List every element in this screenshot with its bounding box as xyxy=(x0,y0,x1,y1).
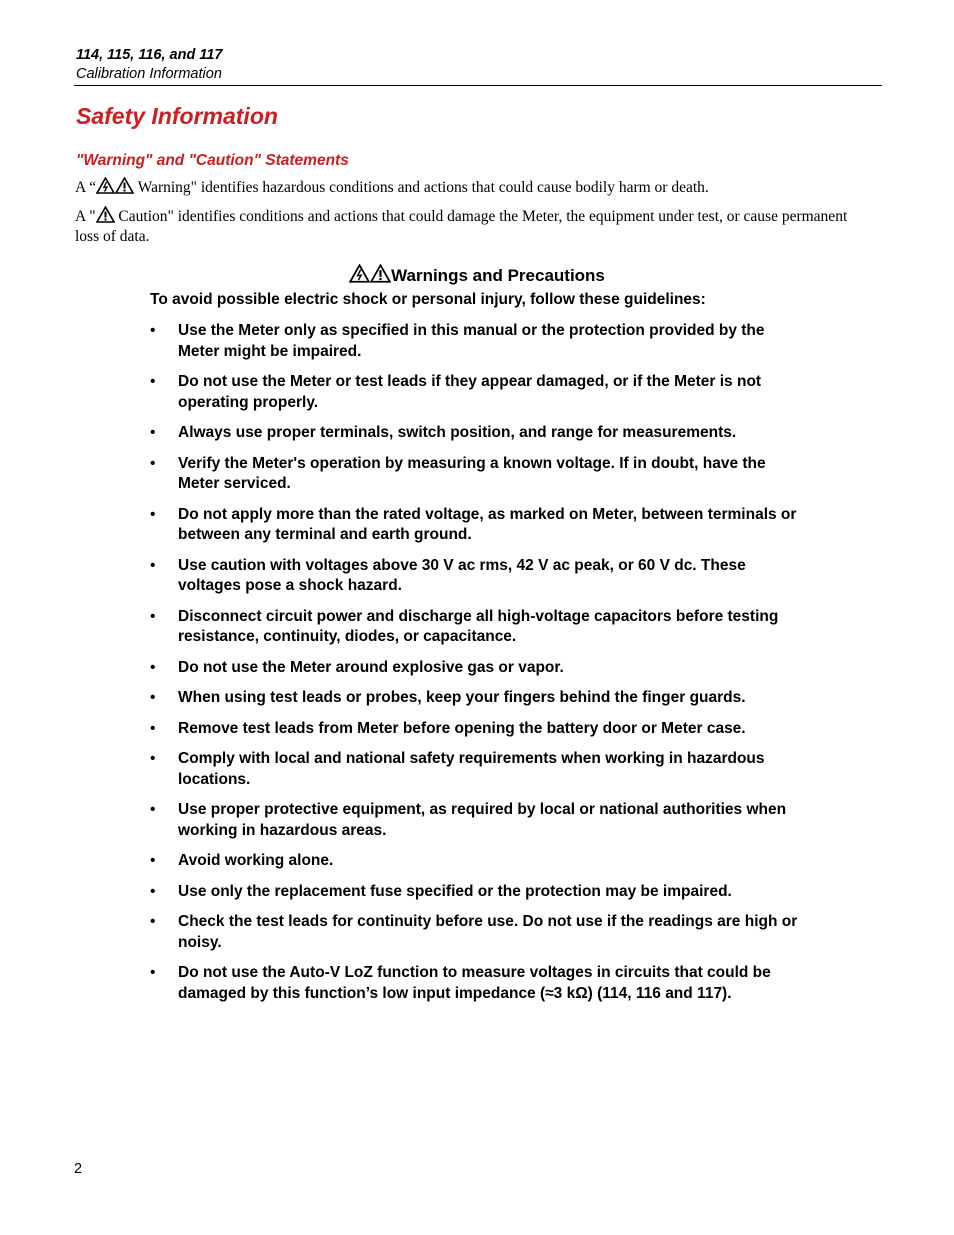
warning-list-item xyxy=(150,556,810,597)
warning-list-item xyxy=(150,963,810,1004)
caution-prefix: A " xyxy=(75,208,96,225)
warning-list-item xyxy=(150,851,810,872)
bullet-marker: • xyxy=(150,454,156,472)
warning-item-text: Do not apply more than the rated voltage, as marked on Meter, between terminals or between any terminal and earth ground. xyxy=(178,505,797,543)
page-title: Safety Information xyxy=(76,103,278,129)
warning-list-item xyxy=(150,882,810,903)
warning-definition xyxy=(75,177,875,198)
bullet-marker: • xyxy=(150,913,156,930)
bullet-marker: • xyxy=(150,689,156,706)
warning-item-text: Disconnect circuit power and discharge all high-voltage capacitors before testing resistance, continuity, diodes, or capacitance. xyxy=(178,607,779,645)
bullet-marker: • xyxy=(150,556,156,574)
warning-list-item xyxy=(150,607,810,648)
warning-triangle-icon xyxy=(370,264,391,283)
bullet-marker: • xyxy=(150,852,156,869)
warning-item-text: Do not use the Meter or test leads if they appear damaged, or if the Meter is not operating properly. xyxy=(178,373,762,411)
warning-list-item xyxy=(150,800,810,841)
warning-prefix: A “ xyxy=(75,179,97,196)
bullet-marker: • xyxy=(150,750,156,767)
warning-item-text: Always use proper terminals, switch position, and range for measurements. xyxy=(178,424,737,441)
warning-triangle-icon xyxy=(115,177,134,194)
bullet-marker: • xyxy=(150,322,156,339)
bullet-marker: • xyxy=(150,719,156,737)
warnings-box-title xyxy=(0,264,954,286)
warning-item-text: Use only the replacement fuse specified or the protection may be impaired. xyxy=(178,882,732,900)
bullet-marker: • xyxy=(150,424,156,441)
warning-list-item xyxy=(150,372,810,413)
warning-list-item xyxy=(150,454,810,495)
warning-list-item xyxy=(150,719,810,740)
warnings-box-title-text: Warnings and Precautions xyxy=(391,266,605,285)
warning-list-item xyxy=(150,505,810,546)
warnings-list xyxy=(150,321,810,1014)
warning-list-item xyxy=(150,749,810,790)
warning-list-item xyxy=(150,423,810,444)
header-rule xyxy=(74,85,882,86)
warning-list-item xyxy=(150,688,810,709)
warning-item-text: Do not use the Auto-V LoZ function to measure voltages in circuits that could be damaged by this function’s low input impedance (≈3 kΩ) (114, 116 and 117). xyxy=(178,964,771,1002)
warning-item-text: When using test leads or probes, keep your fingers behind the finger guards. xyxy=(178,689,746,706)
bullet-marker: • xyxy=(150,801,156,818)
warning-item-text: Avoid working alone. xyxy=(178,852,334,869)
warnings-intro: To avoid possible electric shock or personal injury, follow these guidelines: xyxy=(150,291,706,308)
shock-hazard-icon xyxy=(349,264,370,283)
bullet-marker: • xyxy=(150,658,156,676)
bullet-marker: • xyxy=(150,964,156,981)
warning-definition-text: Warning" identifies hazardous conditions and actions that could cause bodily harm or death. xyxy=(134,179,709,196)
shock-hazard-icon xyxy=(96,177,115,194)
bullet-marker: • xyxy=(150,373,156,390)
caution-definition-text: Caution" identifies conditions and actions that could damage the Meter, the equipment under test, or cause permanent loss of data. xyxy=(75,208,848,245)
warning-list-item xyxy=(150,912,810,953)
warning-item-text: Use proper protective equipment, as required by local or national authorities when working in hazardous areas. xyxy=(178,801,787,839)
warning-item-text: Comply with local and national safety requirements when working in hazardous locations. xyxy=(178,750,765,788)
page-number: 2 xyxy=(74,1161,83,1177)
warning-item-text: Remove test leads from Meter before opening the battery door or Meter case. xyxy=(178,719,746,737)
caution-triangle-icon xyxy=(96,206,115,223)
caution-definition xyxy=(75,206,875,247)
warning-item-text: Use the Meter only as specified in this manual or the protection provided by the Meter might be impaired. xyxy=(178,322,765,360)
header-section: Calibration Information xyxy=(76,66,222,82)
bullet-marker: • xyxy=(150,607,156,625)
warning-list-item xyxy=(150,321,810,362)
warning-item-text: Use caution with voltages above 30 V ac rms, 42 V ac peak, or 60 V dc. These voltages pose a shock hazard. xyxy=(178,556,746,594)
running-header xyxy=(76,46,222,84)
warning-item-text: Verify the Meter's operation by measuring a known voltage. If in doubt, have the Meter serviced. xyxy=(178,454,766,492)
warning-list-item xyxy=(150,658,810,679)
warning-item-text: Do not use the Meter around explosive gas or vapor. xyxy=(178,658,564,676)
bullet-marker: • xyxy=(150,505,156,523)
bullet-marker: • xyxy=(150,882,156,900)
warning-item-text: Check the test leads for continuity before use. Do not use if the readings are high or noisy. xyxy=(178,913,798,951)
header-models: 114, 115, 116, and 117 xyxy=(76,47,223,63)
section-subtitle: "Warning" and "Caution" Statements xyxy=(76,152,349,169)
